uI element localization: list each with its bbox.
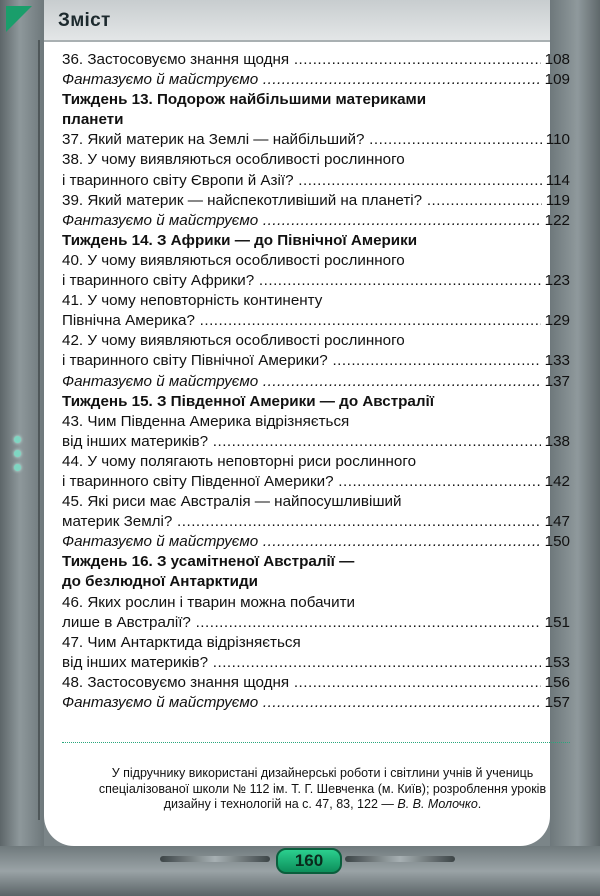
footnote-text: . xyxy=(477,797,482,811)
toc-activity-entry[interactable] xyxy=(62,70,570,90)
toc-entry-text: і тваринного світу Північної Америки? xyxy=(62,352,328,370)
toc-entry[interactable] xyxy=(62,673,570,693)
toc-page-number: 129 xyxy=(544,312,570,330)
toc-entry[interactable] xyxy=(62,432,570,452)
toc-page-number: 109 xyxy=(544,71,570,89)
week-heading xyxy=(62,90,570,130)
toc-entry-first-line: 43. Чим Південна Америка відрізняється xyxy=(62,412,350,430)
toc-page-number: 150 xyxy=(544,533,570,551)
toc-entry-text: і тваринного світу Південної Америки? xyxy=(62,472,334,490)
toc-page-number: 156 xyxy=(544,673,570,691)
toc-page-number: 108 xyxy=(544,51,570,68)
toc-activity-entry[interactable] xyxy=(62,532,570,552)
toc-entry[interactable] xyxy=(62,171,570,191)
toc-entry-title xyxy=(62,130,542,150)
toc-entry[interactable] xyxy=(62,613,570,633)
dot-icon xyxy=(14,450,21,457)
divider xyxy=(62,742,570,743)
toc-entry-text: і тваринного світу Африки? xyxy=(62,272,255,290)
toc-entry-first-line: 47. Чим Антарктида відрізняється xyxy=(62,633,301,651)
toc-entry[interactable] xyxy=(62,512,570,532)
toc-entry[interactable] xyxy=(62,472,570,492)
toc-entry-title xyxy=(62,693,541,713)
toc-activity-entry[interactable] xyxy=(62,372,570,392)
toc-entry-text: Фантазуємо й майструємо xyxy=(62,533,259,551)
toc-entry-title xyxy=(62,271,541,291)
toc-page-number: 123 xyxy=(544,272,570,290)
page-title: Зміст xyxy=(58,10,111,31)
toc-entry-title xyxy=(62,211,541,231)
toc-page-number: 147 xyxy=(544,513,570,531)
corner-triangle-icon xyxy=(6,6,32,32)
header-bar xyxy=(44,0,550,42)
toc-entry-first-line: 40. У чому виявляються особливості рослинного xyxy=(62,251,405,269)
toc-entry-title xyxy=(62,472,541,492)
toc-page-number: 133 xyxy=(544,352,570,370)
toc-entry-first-line: 38. У чому виявляються особливості рослинного xyxy=(62,151,405,169)
toc-entry[interactable] xyxy=(62,351,570,371)
toc-entry-first-line: 44. У чому полягають неповторні риси рослинного xyxy=(62,452,417,470)
toc-page-number: 157 xyxy=(544,694,570,711)
toc-page-number: 138 xyxy=(544,432,570,450)
toc-page-number: 153 xyxy=(544,653,570,671)
badge-wing-left xyxy=(160,856,270,862)
toc-entry-title xyxy=(62,532,541,552)
footnote-author: В. В. Молочко xyxy=(397,797,478,811)
week-heading-line: Тиждень 14. З Африки — до Північної Америки xyxy=(62,231,418,249)
toc-entry-title xyxy=(62,50,541,70)
toc-activity-entry[interactable] xyxy=(62,211,570,231)
toc-entry-first-line: 46. Яких рослин і тварин можна побачити xyxy=(62,593,356,611)
toc-entry[interactable] xyxy=(62,311,570,331)
dot-icon xyxy=(14,436,21,443)
week-heading-line: планети xyxy=(62,111,124,129)
footnote-line xyxy=(80,797,565,813)
toc-entry-text: 39. Який материк — найспекотливіший на планеті? xyxy=(62,191,423,209)
toc-entry-text: 48. Застосовуємо знання щодня xyxy=(62,673,290,691)
week-heading-line: до безлюдної Антарктиди xyxy=(62,573,258,591)
toc-entry-title xyxy=(62,171,542,191)
footnote xyxy=(80,766,565,813)
toc-page-number: 151 xyxy=(544,613,570,631)
toc-entry-text: лише в Австралії? xyxy=(62,613,191,631)
toc-page-number: 142 xyxy=(544,472,570,490)
toc-entry-text: Північна Америка? xyxy=(62,312,195,330)
toc-page-number: 110 xyxy=(545,131,570,149)
footnote-line: У підручнику використані дизайнерські роботи і світлини учнів й учениць xyxy=(111,766,534,780)
toc-entry-title xyxy=(62,673,541,693)
toc-page-number: 137 xyxy=(544,372,570,390)
toc-entry-title xyxy=(62,512,541,532)
toc-entry[interactable] xyxy=(62,50,570,70)
toc-entry-title xyxy=(62,191,542,211)
toc-entry-title xyxy=(62,351,541,371)
toc-entry-text: і тваринного світу Європи й Азії? xyxy=(62,171,294,189)
toc-entry[interactable] xyxy=(62,271,570,291)
toc-page-number: 114 xyxy=(545,171,570,189)
footnote-text: дизайну і технологій на с. 47, 83, 122 — xyxy=(163,797,398,811)
side-line xyxy=(38,40,40,820)
toc-entry-title xyxy=(62,613,541,633)
toc-entry-title xyxy=(62,372,541,392)
toc-entry-title xyxy=(62,311,541,331)
week-heading-line: Тиждень 15. З Південної Америки — до Австралії xyxy=(62,392,434,410)
toc-entry-text: материк Землі? xyxy=(62,513,173,531)
week-heading xyxy=(62,552,570,592)
table-of-contents xyxy=(62,50,570,713)
toc-entry[interactable] xyxy=(62,653,570,673)
week-heading xyxy=(62,392,570,412)
toc-entry-first-line: 41. У чому неповторність континенту xyxy=(62,292,323,310)
page-number: 160 xyxy=(276,848,342,874)
toc-entry-title xyxy=(62,432,541,452)
toc-entry-text: 37. Який материк на Землі — найбільший? xyxy=(62,131,365,149)
toc-entry-text: Фантазуємо й майструємо xyxy=(62,372,259,390)
toc-entry-text: Фантазуємо й майструємо xyxy=(62,71,259,89)
toc-page-number: 119 xyxy=(545,191,570,209)
toc-entry[interactable] xyxy=(62,191,570,211)
toc-activity-entry[interactable] xyxy=(62,693,570,713)
dot-icon xyxy=(14,464,21,471)
toc-entry-title xyxy=(62,70,541,90)
toc-entry-text: від інших материків? xyxy=(62,653,209,671)
toc-entry[interactable] xyxy=(62,130,570,150)
toc-entry-text: 36. Застосовуємо знання щодня xyxy=(62,51,290,68)
toc-entry-text: Фантазуємо й майструємо xyxy=(62,211,259,229)
toc-page-number: 122 xyxy=(544,211,570,229)
side-dots-decoration xyxy=(14,436,21,478)
week-heading-line: Тиждень 16. З усамітненої Австралії — xyxy=(62,553,355,571)
toc-entry-first-line: 45. Які риси має Австралія — найпосушливіший xyxy=(62,493,402,511)
badge-wing-right xyxy=(345,856,455,862)
week-heading xyxy=(62,231,570,251)
week-heading-line: Тиждень 13. Подорож найбільшими материками xyxy=(62,91,427,109)
toc-entry-first-line: 42. У чому виявляються особливості рослинного xyxy=(62,332,405,350)
toc-entry-text: Фантазуємо й майструємо xyxy=(62,694,259,711)
footnote-line: спеціалізованої школи № 112 ім. Т. Г. Шевченка (м. Київ); розроблення уроків xyxy=(98,781,547,796)
toc-entry-text: від інших материків? xyxy=(62,432,209,450)
toc-entry-title xyxy=(62,653,541,673)
